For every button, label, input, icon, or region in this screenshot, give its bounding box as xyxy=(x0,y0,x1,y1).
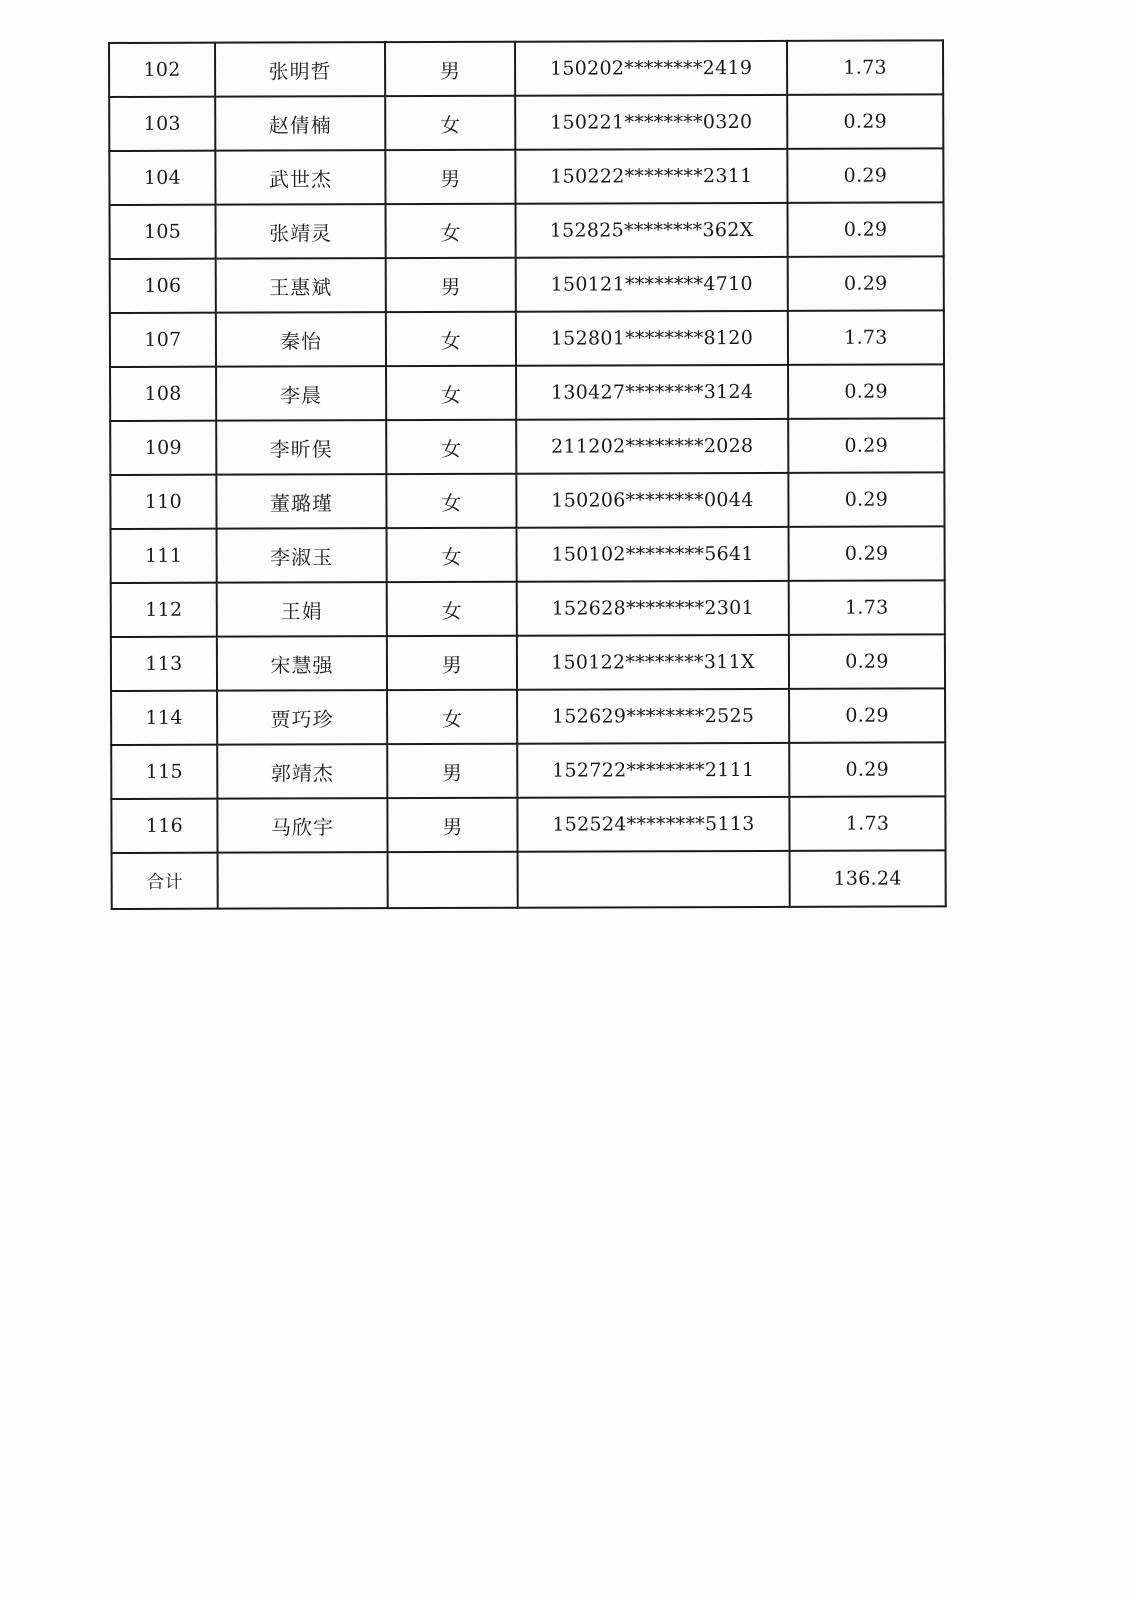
id-number-cell: 152524********5113 xyxy=(517,797,789,852)
total-label: 合计 xyxy=(112,853,218,909)
id-number-cell: 150202********2419 xyxy=(515,41,787,96)
id-number-cell: 152629********2525 xyxy=(517,689,789,744)
row-number-cell: 116 xyxy=(111,799,217,853)
table-row xyxy=(110,472,944,529)
table-row xyxy=(111,634,945,691)
roster-table xyxy=(108,39,947,910)
row-number-cell: 115 xyxy=(111,745,217,799)
amount-cell: 0.29 xyxy=(788,202,944,256)
gender-cell: 女 xyxy=(386,312,516,366)
gender-cell: 女 xyxy=(386,474,516,528)
empty-cell xyxy=(218,852,388,909)
gender-cell: 女 xyxy=(386,366,516,420)
total-amount: 136.24 xyxy=(790,850,946,906)
roster-body xyxy=(109,40,946,909)
table-row xyxy=(110,364,944,421)
amount-cell: 1.73 xyxy=(789,796,945,850)
name-cell: 赵倩楠 xyxy=(215,96,385,151)
name-cell: 秦怡 xyxy=(216,312,386,367)
name-cell: 李昕俣 xyxy=(216,420,386,475)
row-number-cell: 109 xyxy=(110,421,216,475)
row-number-cell: 111 xyxy=(111,529,217,583)
amount-cell: 1.73 xyxy=(788,310,944,364)
amount-cell: 0.29 xyxy=(789,634,945,688)
id-number-cell: 130427********3124 xyxy=(516,365,788,420)
row-number-cell: 107 xyxy=(110,313,216,367)
table-row xyxy=(110,310,944,367)
table-row xyxy=(109,148,943,205)
amount-cell: 0.29 xyxy=(789,742,945,796)
table-row xyxy=(109,94,943,151)
gender-cell: 男 xyxy=(386,258,516,312)
name-cell: 李淑玉 xyxy=(217,528,387,583)
total-row xyxy=(112,850,946,909)
id-number-cell: 150121********4710 xyxy=(516,257,788,312)
name-cell: 张明哲 xyxy=(215,42,385,97)
row-number-cell: 102 xyxy=(109,43,215,97)
table-row xyxy=(111,526,945,583)
name-cell: 宋慧强 xyxy=(217,636,387,691)
id-number-cell: 152825********362X xyxy=(516,203,788,258)
id-number-cell: 150206********0044 xyxy=(516,473,788,528)
name-cell: 武世杰 xyxy=(215,150,385,205)
gender-cell: 女 xyxy=(387,582,517,636)
row-number-cell: 114 xyxy=(111,691,217,745)
amount-cell: 1.73 xyxy=(787,40,943,94)
amount-cell: 0.29 xyxy=(788,472,944,526)
amount-cell: 0.29 xyxy=(788,364,944,418)
gender-cell: 男 xyxy=(387,636,517,690)
row-number-cell: 105 xyxy=(110,205,216,259)
name-cell: 张靖灵 xyxy=(216,204,386,259)
row-number-cell: 103 xyxy=(109,97,215,151)
empty-cell xyxy=(518,851,790,908)
table-row xyxy=(109,40,943,97)
gender-cell: 男 xyxy=(387,798,517,852)
name-cell: 李晨 xyxy=(216,366,386,421)
amount-cell: 0.29 xyxy=(788,256,944,310)
gender-cell: 女 xyxy=(386,420,516,474)
name-cell: 董璐瑾 xyxy=(216,474,386,529)
row-number-cell: 112 xyxy=(111,583,217,637)
amount-cell: 0.29 xyxy=(788,418,944,472)
empty-cell xyxy=(388,852,518,908)
name-cell: 郭靖杰 xyxy=(217,744,387,799)
table-row xyxy=(111,580,945,637)
amount-cell: 0.29 xyxy=(789,526,945,580)
row-number-cell: 113 xyxy=(111,637,217,691)
id-number-cell: 150122********311X xyxy=(517,635,789,690)
amount-cell: 0.29 xyxy=(787,148,943,202)
name-cell: 贾巧珍 xyxy=(217,690,387,745)
id-number-cell: 152801********8120 xyxy=(516,311,788,366)
amount-cell: 1.73 xyxy=(789,580,945,634)
gender-cell: 男 xyxy=(385,150,515,204)
table-row xyxy=(111,796,945,853)
row-number-cell: 108 xyxy=(110,367,216,421)
gender-cell: 男 xyxy=(385,42,515,96)
table-row xyxy=(110,202,944,259)
gender-cell: 女 xyxy=(387,528,517,582)
gender-cell: 女 xyxy=(387,690,517,744)
amount-cell: 0.29 xyxy=(789,688,945,742)
table-row xyxy=(110,418,944,475)
row-number-cell: 104 xyxy=(109,151,215,205)
id-number-cell: 211202********2028 xyxy=(516,419,788,474)
table-row xyxy=(111,688,945,745)
gender-cell: 男 xyxy=(387,744,517,798)
id-number-cell: 150102********5641 xyxy=(517,527,789,582)
id-number-cell: 152722********2111 xyxy=(517,743,789,798)
name-cell: 王娟 xyxy=(217,582,387,637)
id-number-cell: 150221********0320 xyxy=(515,95,787,150)
id-number-cell: 150222********2311 xyxy=(515,149,787,204)
name-cell: 王惠斌 xyxy=(216,258,386,313)
gender-cell: 女 xyxy=(385,96,515,150)
table-row xyxy=(110,256,944,313)
name-cell: 马欣宇 xyxy=(217,798,387,853)
table-row xyxy=(111,742,945,799)
gender-cell: 女 xyxy=(386,204,516,258)
row-number-cell: 110 xyxy=(110,475,216,529)
amount-cell: 0.29 xyxy=(787,94,943,148)
row-number-cell: 106 xyxy=(110,259,216,313)
id-number-cell: 152628********2301 xyxy=(517,581,789,636)
